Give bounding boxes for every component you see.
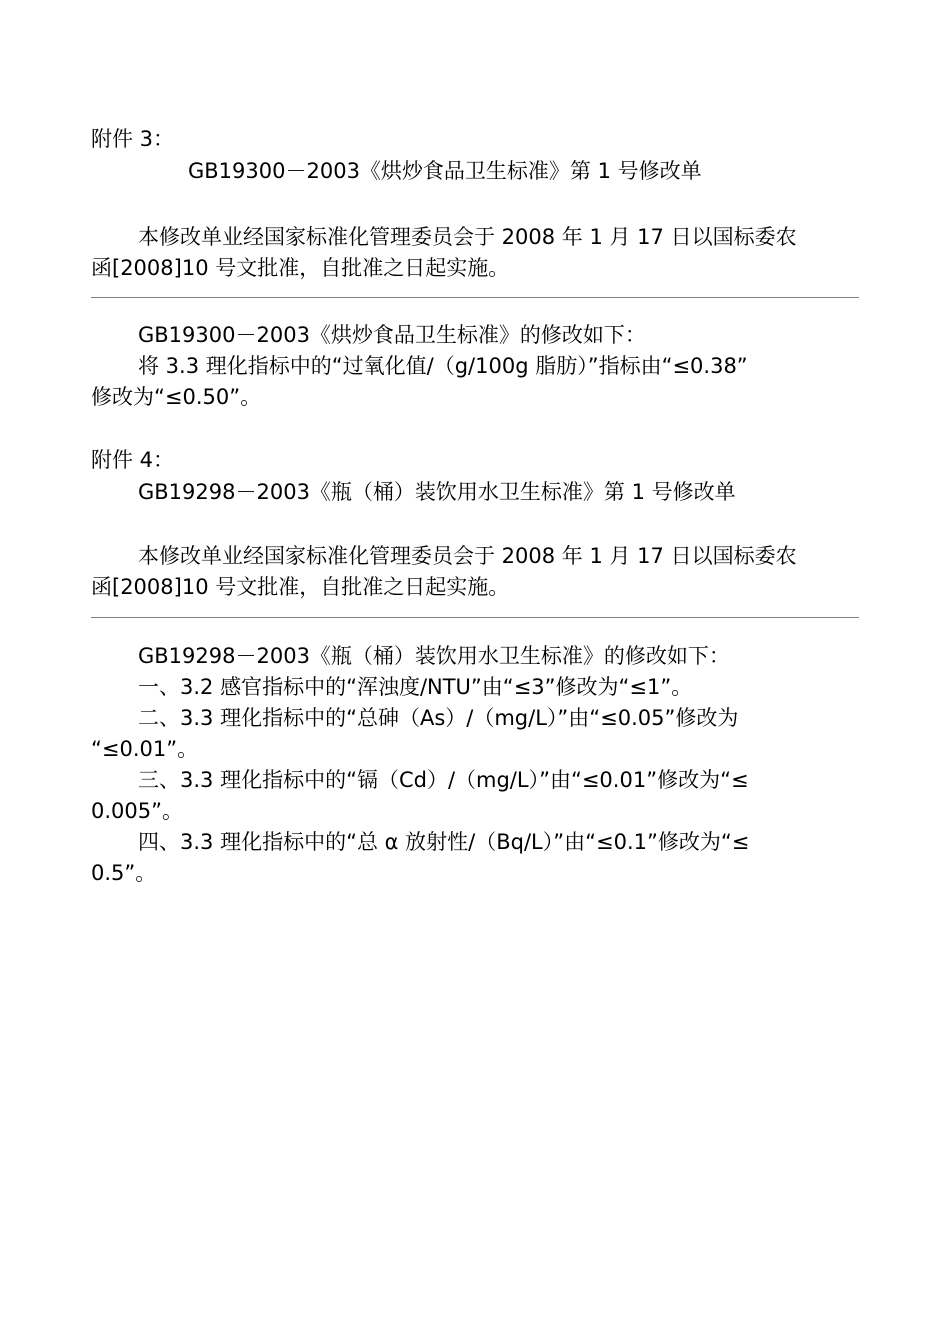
attachment4-item3-line2: 0.005”。 [91,799,183,823]
attachment3-item1-line2: 修改为“≤0.50”。 [91,385,262,409]
attachment4-item3-line1: 三、3.3 理化指标中的“镉（Cd）/（mg/L）”由“≤0.01”修改为“≤ [138,768,749,792]
attachment4-item1: 一、3.2 感官指标中的“浑浊度/NTU”由“≤3”修改为“≤1”。 [138,675,693,699]
attachment3-approval-line2: 函[2008]10 号文批准，自批准之日起实施。 [91,256,510,280]
attachment4-approval-line1: 本修改单业经国家标准化管理委员会于 2008 年 1 月 17 日以国标委农 [138,544,797,568]
attachment3-title: GB19300－2003《烘炒食品卫生标准》第 1 号修改单 [188,159,702,183]
attachment3-item1-line1: 将 3.3 理化指标中的“过氧化值/（g/100g 脂肪）”指标由“≤0.38” [138,354,748,378]
attachment4-approval-line2: 函[2008]10 号文批准，自批准之日起实施。 [91,575,510,599]
attachment4-item2-line1: 二、3.3 理化指标中的“总砷（As）/（mg/L）”由“≤0.05”修改为 [138,706,739,730]
attachment4-divider [91,617,859,618]
attachment4-heading: 附件 4： [91,448,175,472]
attachment3-approval-line1: 本修改单业经国家标准化管理委员会于 2008 年 1 月 17 日以国标委农 [138,225,797,249]
attachment4-title: GB19298－2003《瓶（桶）装饮用水卫生标准》第 1 号修改单 [138,480,736,504]
attachment3-intro: GB19300－2003《烘炒食品卫生标准》的修改如下： [138,323,646,347]
attachment3-heading: 附件 3： [91,127,175,151]
attachment4-item4-line1: 四、3.3 理化指标中的“总 α 放射性/（Bq/L）”由“≤0.1”修改为“≤ [138,830,750,854]
attachment4-intro: GB19298－2003《瓶（桶）装饮用水卫生标准》的修改如下： [138,644,730,668]
attachment3-divider [91,297,859,298]
attachment4-item2-line2: “≤0.01”。 [91,737,199,761]
attachment4-item4-line2: 0.5”。 [91,861,157,885]
